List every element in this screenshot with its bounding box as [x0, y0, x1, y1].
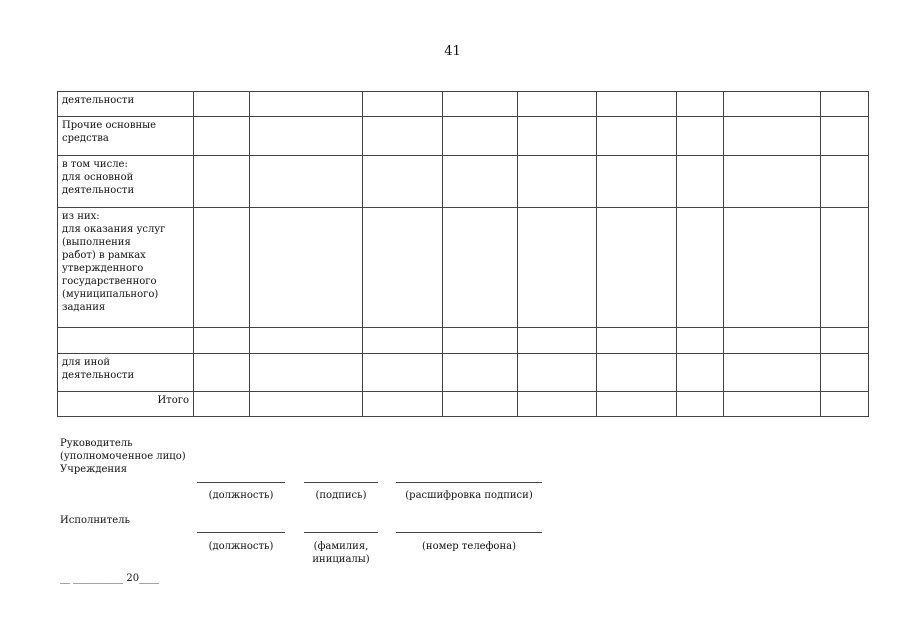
table-cell: [194, 208, 250, 328]
table-cell: [443, 156, 518, 208]
executor-phone-line: [396, 532, 542, 533]
row-label: для иной деятельности: [58, 354, 194, 392]
table-cell: [677, 117, 724, 156]
head-decoding-caption: (расшифровка подписи): [405, 490, 533, 501]
table-cell: [677, 92, 724, 117]
head-signature-line: [304, 482, 378, 483]
table-cell: [518, 328, 597, 354]
table-row: [58, 92, 869, 117]
table-cell: [677, 208, 724, 328]
table-cell: [724, 156, 821, 208]
table-cell: [597, 156, 677, 208]
head-signature-caption: (подпись): [315, 490, 367, 501]
table-cell: [194, 328, 250, 354]
table-cell: [250, 392, 363, 417]
row-label-total: Итого: [58, 392, 194, 417]
table-cell: [821, 392, 869, 417]
row-label: Прочие основные средства: [58, 117, 194, 156]
table-cell: [821, 354, 869, 392]
row-label: в том числе: для основной деятельности: [58, 156, 194, 208]
table-cell: [821, 208, 869, 328]
table-cell: [518, 117, 597, 156]
table-cell: [518, 92, 597, 117]
table-cell: [724, 354, 821, 392]
table-cell: [677, 392, 724, 417]
table-cell: [821, 156, 869, 208]
table-cell: [194, 117, 250, 156]
table-cell: [250, 208, 363, 328]
table-cell: [363, 328, 443, 354]
table-cell: [597, 92, 677, 117]
table-cell: [597, 117, 677, 156]
head-position-line: [197, 482, 285, 483]
head-label: Руководитель (уполномоченное лицо) Учреждения: [60, 438, 186, 475]
table-cell: [363, 354, 443, 392]
date-line: __ __________ 20____: [60, 573, 160, 584]
table-cell: [677, 354, 724, 392]
table-cell: [363, 117, 443, 156]
table-cell: [194, 92, 250, 117]
table-cell: [443, 208, 518, 328]
table-cell: [677, 156, 724, 208]
row-label: [58, 328, 194, 354]
executor-position-line: [197, 532, 285, 533]
head-decoding-line: [396, 482, 542, 483]
table-cell: [724, 208, 821, 328]
table-cell: [821, 117, 869, 156]
table-cell: [597, 328, 677, 354]
table-cell: [821, 328, 869, 354]
table-cell: [250, 156, 363, 208]
head-position-caption: (должность): [208, 490, 274, 501]
table-cell: [724, 92, 821, 117]
table-cell: [597, 208, 677, 328]
executor-name-line: [304, 532, 378, 533]
table-row: [58, 328, 869, 354]
table-cell: [250, 92, 363, 117]
table-row: [58, 208, 869, 328]
table-cell: [363, 392, 443, 417]
table-cell: [443, 328, 518, 354]
table-cell: [250, 117, 363, 156]
table-cell: [250, 328, 363, 354]
executor-name-caption: (фамилия, инициалы): [312, 541, 370, 565]
row-label: деятельности: [58, 92, 194, 117]
table-cell: [363, 208, 443, 328]
executor-label: Исполнитель: [60, 515, 130, 526]
table-cell: [518, 354, 597, 392]
table-cell: [677, 328, 724, 354]
table-cell: [597, 392, 677, 417]
table-row: [58, 392, 869, 417]
executor-position-caption: (должность): [208, 541, 274, 552]
table-cell: [443, 354, 518, 392]
table-cell: [250, 354, 363, 392]
table-cell: [194, 354, 250, 392]
table-cell: [518, 208, 597, 328]
table-cell: [724, 328, 821, 354]
table-cell: [194, 392, 250, 417]
table-cell: [597, 354, 677, 392]
table-cell: [518, 156, 597, 208]
table-cell: [821, 92, 869, 117]
table-cell: [194, 156, 250, 208]
table-cell: [443, 117, 518, 156]
table-row: [58, 354, 869, 392]
table-row: [58, 156, 869, 208]
table-cell: [363, 156, 443, 208]
executor-phone-caption: (номер телефона): [422, 541, 516, 552]
assets-table: [57, 91, 869, 417]
table-cell: [443, 92, 518, 117]
table-cell: [518, 392, 597, 417]
table-cell: [443, 392, 518, 417]
table-cell: [363, 92, 443, 117]
page-number: 41: [444, 44, 461, 59]
table-cell: [724, 117, 821, 156]
table-row: [58, 117, 869, 156]
row-label: из них: для оказания услуг (выполнения работ) в рамках утвержденного государственного (муниципального) задания: [58, 208, 194, 328]
table-cell: [724, 392, 821, 417]
